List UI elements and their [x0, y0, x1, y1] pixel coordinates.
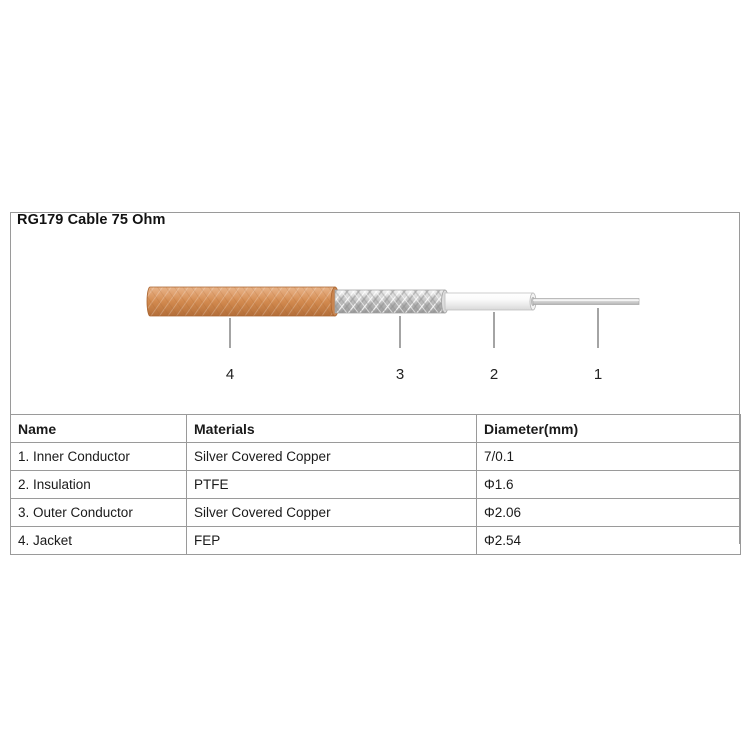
cell-name: 1. Inner Conductor — [11, 443, 187, 471]
cell-diameter: Φ1.6 — [477, 471, 741, 499]
cell-name: 3. Outer Conductor — [11, 499, 187, 527]
column-header-diameter: Diameter(mm) — [477, 415, 741, 443]
layer-inner-conductor — [533, 299, 639, 305]
callout-label-2: 2 — [489, 366, 499, 383]
cell-material: Silver Covered Copper — [187, 443, 477, 471]
layer-insulation — [445, 293, 536, 310]
callout-labels — [10, 366, 740, 392]
cell-material: FEP — [187, 527, 477, 555]
layer-outer-conductor — [335, 290, 448, 313]
callout-label-4: 4 — [225, 366, 235, 383]
table-row — [11, 527, 741, 555]
cable-illustration — [10, 248, 740, 348]
cell-name: 2. Insulation — [11, 471, 187, 499]
callout-label-3: 3 — [395, 366, 405, 383]
cell-diameter: Φ2.54 — [477, 527, 741, 555]
cell-diameter: 7/0.1 — [477, 443, 741, 471]
column-header-name: Name — [11, 415, 187, 443]
table-row — [11, 471, 741, 499]
cable-spec-table — [10, 414, 741, 555]
page-title: RG179 Cable 75 Ohm — [17, 212, 166, 228]
cable-cutaway-diagram — [10, 248, 740, 408]
cell-diameter: Φ2.06 — [477, 499, 741, 527]
table-row — [11, 443, 741, 471]
cell-material: PTFE — [187, 471, 477, 499]
cell-name: 4. Jacket — [11, 527, 187, 555]
callout-label-1: 1 — [593, 366, 603, 383]
cell-material: Silver Covered Copper — [187, 499, 477, 527]
column-header-materials: Materials — [187, 415, 477, 443]
table-header-row — [11, 415, 741, 443]
layer-jacket — [147, 287, 339, 316]
table-row — [11, 499, 741, 527]
cable-spec-sheet — [10, 212, 740, 548]
